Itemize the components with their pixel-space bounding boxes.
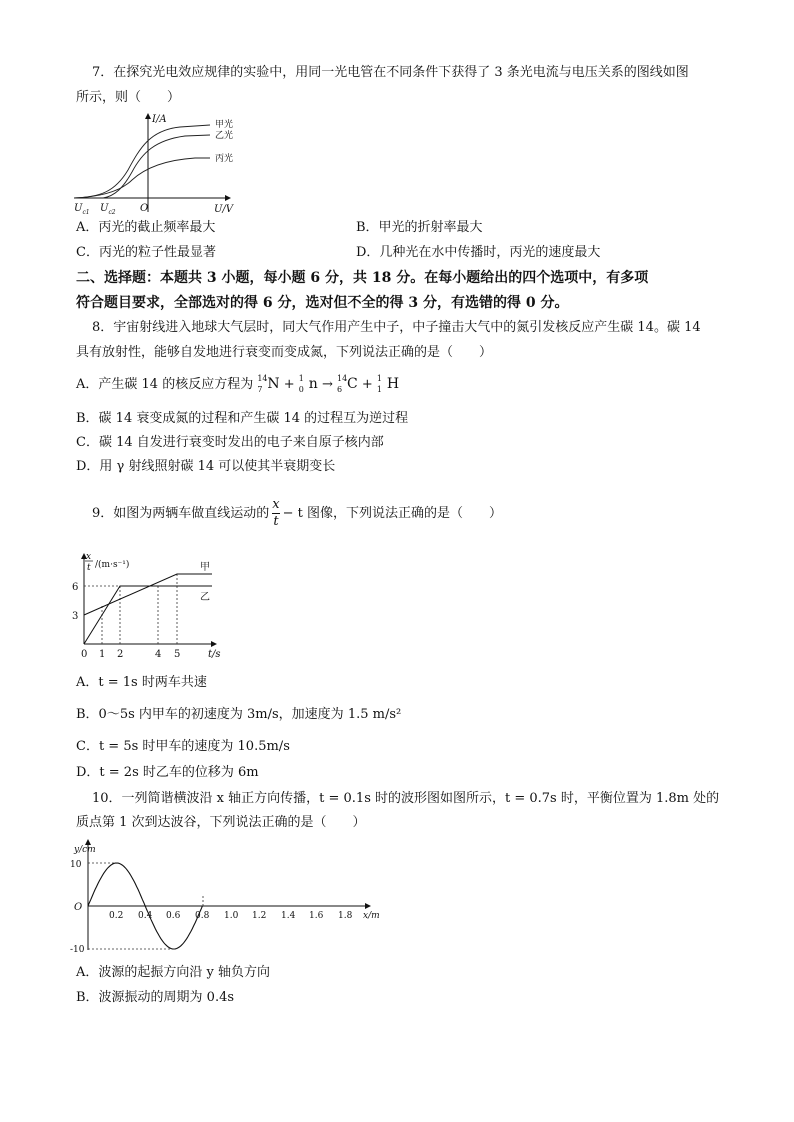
q9-line-jia xyxy=(84,574,212,615)
q7-xlabel: U/V xyxy=(214,204,234,215)
q10-xtick: 0.2 xyxy=(109,911,124,921)
q8-option-a-prefix: A．产生碳 14 的核反应方程为 xyxy=(76,377,254,392)
q10-xtick: 0.4 xyxy=(138,911,153,921)
q9-option-d[interactable]: D．t = 2s 时乙车的位移为 6m xyxy=(76,765,259,780)
q7-ylabel: I/A xyxy=(152,114,167,125)
q7-uc1: $U_{c1}$ xyxy=(74,203,90,216)
q7-option-d[interactable]: D．几种光在水中传播时，丙光的速度最大 xyxy=(356,245,601,260)
q9-ytick-6: 6 xyxy=(72,582,79,593)
q9-option-c[interactable]: C．t = 5s 时甲车的速度为 10.5m/s xyxy=(76,739,290,754)
q7-legend-jia: 甲光 xyxy=(215,120,234,130)
q10-ylabel: y/cm xyxy=(74,845,96,855)
q7-stem-line1: 7．在探究光电效应规律的实验中，用同一光电管在不同条件下获得了 3 条光电流与电压关系的图线如图 xyxy=(92,65,689,80)
q9-ylabel-unit: /(m·s⁻¹) xyxy=(95,560,130,570)
q9-ylabel-den: t xyxy=(87,563,91,573)
q10-xlabel: x/m xyxy=(363,911,380,921)
q10-option-a[interactable]: A．波源的起振方向沿 y 轴负方向 xyxy=(76,965,270,980)
q10-xtick: 1.0 xyxy=(224,911,239,921)
q10-xtick: 1.4 xyxy=(281,911,296,921)
q9-frac: $\frac{x}{t}$ xyxy=(272,497,280,529)
q10-xtick: 1.6 xyxy=(309,911,324,921)
q9-xtick-5: 5 xyxy=(174,649,181,660)
q8-option-b[interactable]: B．碳 14 衰变成氮的过程和产生碳 14 的过程互为逆过程 xyxy=(76,411,409,426)
q7-curve-bing xyxy=(74,158,210,198)
q8-stem-line1: 8．宇宙射线进入地球大气层时，同大气作用产生中子，中子撞击大气中的氮引发核反应产生碳 14。碳 14 xyxy=(92,320,701,335)
q7-origin: O xyxy=(140,203,149,214)
q9-xlabel: t/s xyxy=(208,649,221,660)
section2-heading-line2: 符合题目要求，全部选对的得 6 分，选对但不全的得 3 分，有选错的得 0 分。 xyxy=(76,295,569,311)
q9-ylabel-num: x xyxy=(86,552,92,562)
q7-legend-yi: 乙光 xyxy=(215,131,234,141)
q9-line-yi xyxy=(84,586,212,644)
q7-photocurrent-graph xyxy=(70,108,250,216)
section2-heading-line1: 二、选择题：本题共 3 小题，每小题 6 分，共 18 分。在每小题给出的四个选项中，有多项 xyxy=(76,270,649,286)
q10-xtick: 0.8 xyxy=(195,911,210,921)
q9-legend-jia: 甲 xyxy=(200,562,210,573)
q9-xtick-1: 1 xyxy=(99,649,106,660)
q9-stem: 9．如图为两辆车做直线运动的 $\frac{x}{t}$ − t 图像，下列说法正确的是（ ） xyxy=(92,497,503,529)
q10-ytick-neg10: -10 xyxy=(70,945,85,954)
q10-ytick-10: 10 xyxy=(70,860,82,870)
q8-equation: 14 7 N + 1 0 n → 14 6 C + 1 1 H xyxy=(257,373,400,394)
q9-legend-yi: 乙 xyxy=(200,592,210,603)
q9-option-b[interactable]: B．0～5s 内甲车的初速度为 3m/s，加速度为 1.5 m/s² xyxy=(76,707,402,722)
q10-stem-line2: 质点第 1 次到达波谷，下列说法正确的是（ ） xyxy=(76,815,366,830)
q8-option-a[interactable] xyxy=(76,372,399,396)
q9-xtick-0: 0 xyxy=(81,649,88,660)
q7-legend-bing: 丙光 xyxy=(215,154,234,164)
q9-ytick-3: 3 xyxy=(72,611,79,622)
q10-option-b[interactable]: B．波源振动的周期为 0.4s xyxy=(76,990,235,1005)
q10-origin: O xyxy=(74,902,83,913)
q7-stem-line2: 所示，则（ ） xyxy=(76,90,181,105)
q8-option-c[interactable]: C．碳 14 自发进行衰变时发出的电子来自原子核内部 xyxy=(76,435,384,450)
q7-uc2: $U_{c2}$ xyxy=(100,203,116,216)
q7-option-a[interactable]: A．丙光的截止频率最大 xyxy=(76,220,216,235)
q10-xtick: 1.8 xyxy=(338,911,353,921)
q7-option-b[interactable]: B．甲光的折射率最大 xyxy=(356,220,483,235)
q8-stem-line2: 具有放射性，能够自发地进行衰变而变成氮，下列说法正确的是（ ） xyxy=(76,345,493,360)
q10-xtick: 1.2 xyxy=(252,911,267,921)
q9-velocity-graph xyxy=(70,548,230,664)
q8-option-d[interactable]: D．用 γ 射线照射碳 14 可以使其半衰期变长 xyxy=(76,459,336,474)
q9-option-a[interactable]: A．t = 1s 时两车共速 xyxy=(76,675,207,690)
q10-xtick: 0.6 xyxy=(166,911,181,921)
q10-wave-graph xyxy=(70,836,390,954)
q9-xtick-4: 4 xyxy=(155,649,162,660)
q9-xtick-2: 2 xyxy=(117,649,124,660)
q10-stem-line1: 10．一列简谐横波沿 x 轴正方向传播，t = 0.1s 时的波形图如图所示，t = 0.7s 时，平衡位置为 1.8m 处的 xyxy=(92,791,720,806)
q7-option-c[interactable]: C．丙光的粒子性最显著 xyxy=(76,245,216,260)
